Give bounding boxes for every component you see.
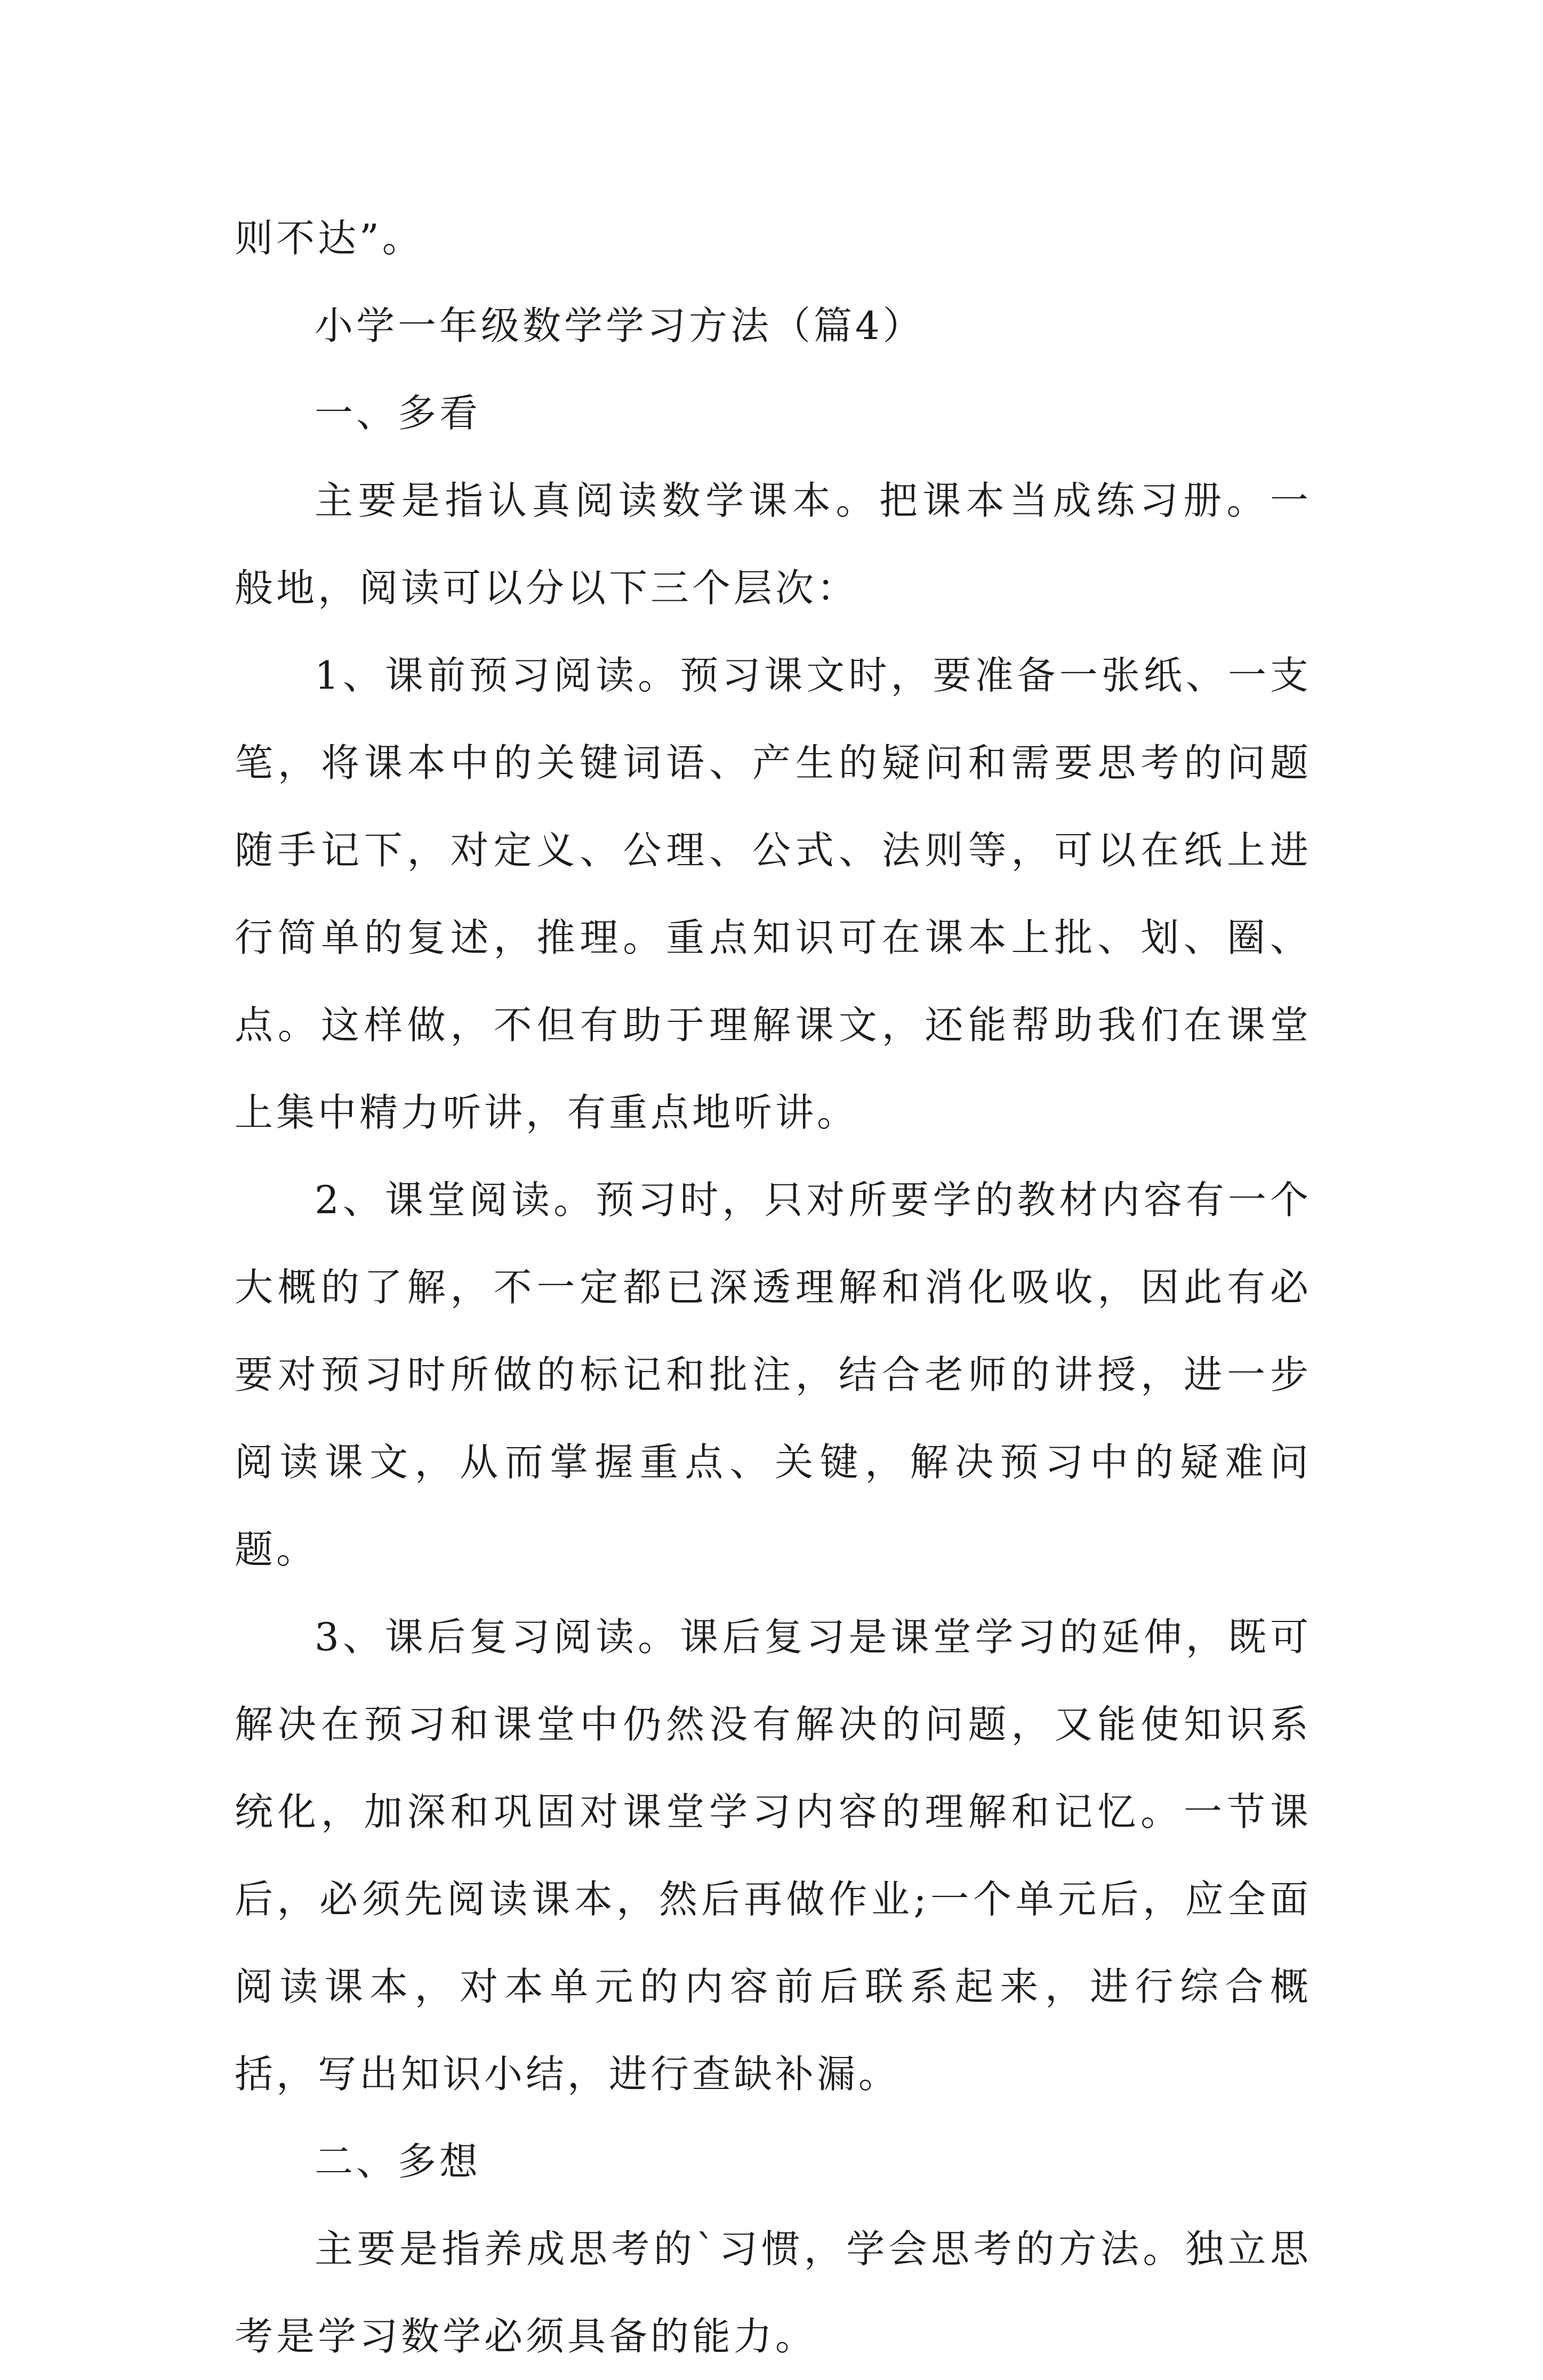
paragraph-intro-reading: 主要是指认真阅读数学课本。把课本当成练习册。一般地，阅读可以分以下三个层次：: [235, 478, 1312, 610]
section-title: 小学一年级数学学习方法（篇4）: [315, 303, 925, 348]
heading-look-more: 一、多看: [315, 391, 481, 435]
document-body: [235, 195, 1312, 2380]
paragraph-thinking-habit: 主要是指养成思考的`习惯，学会思考的方法。独立思考是学习数学必须具备的能力。: [235, 2226, 1312, 2359]
paragraph-preview-reading: 1、课前预习阅读。预习课文时，要准备一张纸、一支笔，将课本中的关键词语、产生的疑问和需要思考的问题随手记下，对定义、公理、公式、法则等，可以在纸上进行简单的复述，推理。重点知识可在课本上批、划、圈、点。这样做，不但有助于理解课文，还能帮助我们在课堂上集中精力听讲，有重点地听讲。: [235, 653, 1312, 1135]
paragraph-continuation: 则不达”。: [235, 216, 424, 261]
paragraph-review-reading: 3、课后复习阅读。课后复习是课堂学习的延伸，既可解决在预习和课堂中仍然没有解决的问题，又能使知识系统化，加深和巩固对课堂学习内容的理解和记忆。一节课后，必须先阅读课本，然后再做作业;一个单元后，应全面阅读课本，对本单元的内容前后联系起来，进行综合概括，写出知识小结，进行查缺补漏。: [235, 1615, 1312, 2096]
heading-think-more: 二、多想: [315, 2139, 481, 2184]
paragraph-class-reading: 2、课堂阅读。预习时，只对所要学的教材内容有一个大概的了解，不一定都已深透理解和消化吸收，因此有必要对预习时所做的标记和批注，结合老师的讲授，进一步阅读课文，从而掌握重点、关键，解决预习中的疑难问题。: [235, 1177, 1312, 1572]
